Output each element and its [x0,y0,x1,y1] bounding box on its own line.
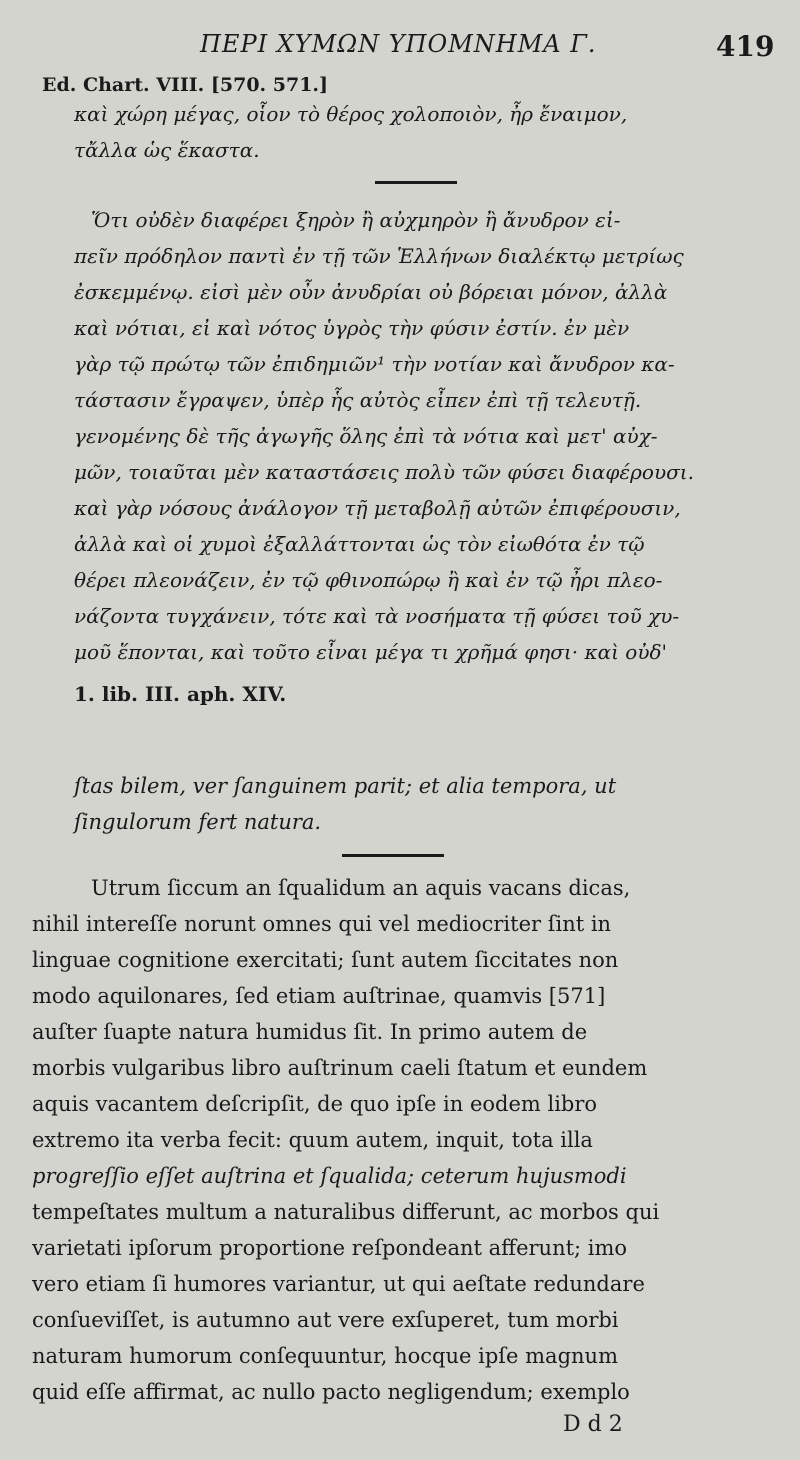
latin-paragraph-line: modo aquilonares, ſed etiam auſtrinae, quamvis [571] [32,984,606,1008]
greek-paragraph-line: τάστασιν ἔγραψεν, ὑπὲρ ἧς αὐτὸς εἶπεν ἐπὶ τῇ τελευτῇ. [74,388,642,412]
greek-paragraph-line: Ὅτι οὐδὲν διαφέρει ξηρὸν ἢ αὐχμηρὸν ἢ ἄνυδρον εἰ- [91,208,621,232]
greek-paragraph-line: γενομένης δὲ τῆς ἀγωγῆς ὅλης ἐπὶ τὰ νότια καὶ μετ' αὐχ- [74,424,658,448]
greek-paragraph-line: μῶν, τοιαῦται μὲν καταστάσεις πολὺ τῶν φύσει διαφέρουσι. [74,460,694,484]
greek-paragraph-line: ἐσκεμμένῳ. εἰσὶ μὲν οὖν ἀνυδρίαι οὐ βόρειαι μόνον, ἀλλὰ [74,280,668,304]
latin-paragraph-line: varietati ipſorum proportione reſpondeant afferunt; imo [32,1236,628,1260]
greek-paragraph-line: θέρει πλεονάζειν, ἐν τῷ φθινοπώρῳ ἢ καὶ ἐν τῷ ἦρι πλεο- [74,568,663,592]
greek-intro-line: τἄλλα ὡς ἕκαστα. [74,138,260,162]
latin-paragraph-line: auſter ſuapte natura humidus ſit. In primo autem de [32,1020,588,1044]
greek-paragraph-line: καὶ γὰρ νόσους ἀνάλογον τῇ μεταβολῇ αὐτῶν ἐπιφέρουσιν, [74,496,681,520]
section-rule [342,854,444,857]
section-rule [375,181,457,184]
page-number: 419 [716,30,775,63]
signature-mark: D d 2 [563,1412,623,1437]
latin-paragraph-line: morbis vulgaribus libro auſtrinum caeli ſtatum et eundem [32,1056,648,1080]
greek-paragraph-line: μοῦ ἕπονται, καὶ τοῦτο εἶναι μέγα τι χρῆμά φησι· καὶ οὐδ' [74,640,668,664]
latin-paragraph-line: Utrum ſiccum an ſqualidum an aquis vacans dicas, [91,876,631,900]
running-header-title: ΠΕΡΙ ΧΥΜΩΝ ΥΠΟΜΝΗΜΑ Γ. [200,30,597,58]
latin-paragraph-line: quid eſſe affirmat, ac nullo pacto negligendum; exemplo [32,1380,630,1404]
latin-paragraph-line: aquis vacantem deſcripſit, de quo ipſe in eodem libro [32,1092,598,1116]
greek-intro-line: καὶ χώρη μέγας, οἷον τὸ θέρος χολοποιὸν, ἦρ ἔναιμον, [74,102,628,126]
latin-intro-line: ſtas bilem, ver ſanguinem parit; et alia tempora, ut [74,774,617,798]
edition-line: Ed. Chart. VIII. [570. 571.] [42,74,329,96]
latin-paragraph-line: tempeſtates multum a naturalibus differunt, ac morbos qui [32,1200,660,1224]
latin-paragraph-line: vero etiam ſi humores variantur, ut qui aeſtate redundare [32,1272,645,1296]
greek-paragraph-line: γὰρ τῷ πρώτῳ τῶν ἐπιδημιῶν¹ τὴν νοτίαν καὶ ἄνυδρον κα- [74,352,675,376]
greek-paragraph-line: καὶ νότιαι, εἰ καὶ νότος ὑγρὸς τὴν φύσιν ἐστίν. ἐν μὲν [74,316,630,340]
greek-paragraph-line: πεῖν πρόδηλον παντὶ ἐν τῇ τῶν Ἑλλήνων διαλέκτῳ μετρίως [74,244,684,268]
greek-paragraph-line: νάζοντα τυγχάνειν, τότε καὶ τὰ νοσήματα τῇ φύσει τοῦ χυ- [74,604,680,628]
footnote: 1. lib. III. aph. XIV. [74,682,287,706]
latin-paragraph-line: naturam humorum conſequuntur, hocque ipſe magnum [32,1344,618,1368]
latin-paragraph-line: conſueviſſet, is autumno aut vere exſuperet, tum morbi [32,1308,619,1332]
latin-paragraph-line: linguae cognitione exercitati; ſunt autem ſiccitates non [32,948,619,972]
latin-intro-line: ſingulorum fert natura. [74,810,322,834]
latin-paragraph-line: nihil intereſſe norunt omnes qui vel mediocriter ſint in [32,912,612,936]
greek-paragraph-line: ἀλλὰ καὶ οἱ χυμοὶ ἐξαλλάττονται ὡς τὸν εἰωθότα ἐν τῷ [74,532,645,556]
latin-paragraph-line: progreſſio eſſet auſtrina et ſqualida; ceterum hujusmodi [32,1164,627,1188]
latin-paragraph-line: extremo ita verba fecit: quum autem, inquit, tota illa [32,1128,593,1152]
